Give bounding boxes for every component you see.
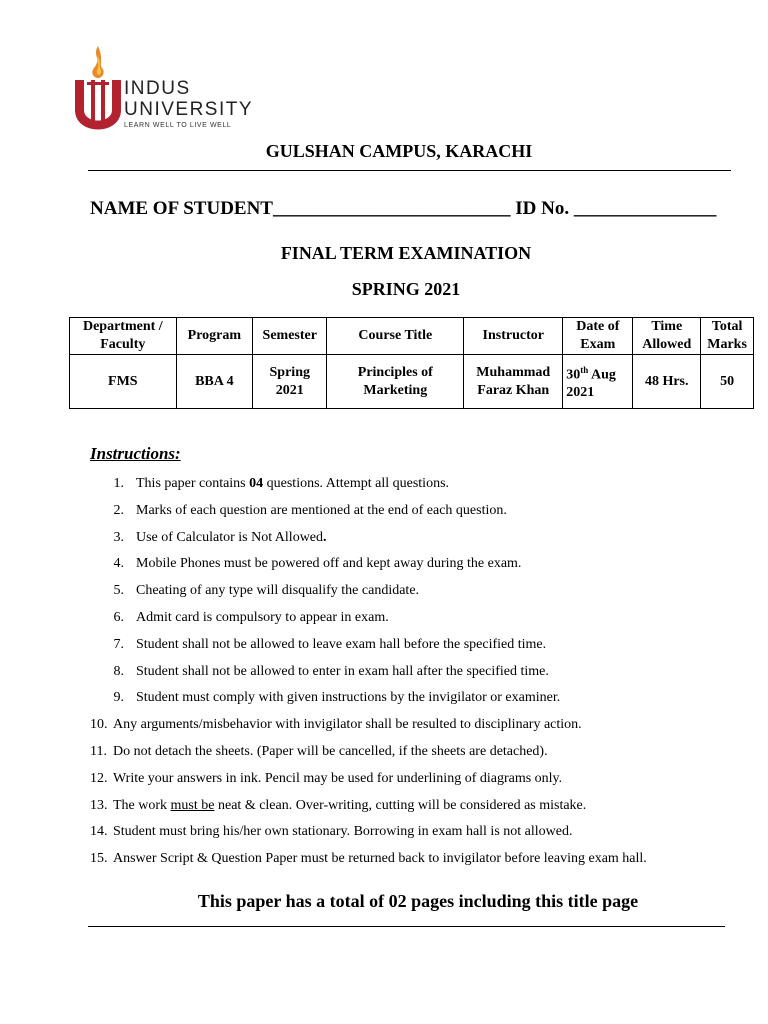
list-item: [0, 769, 768, 796]
list-item: [0, 474, 768, 501]
list-item-text: [136, 474, 449, 494]
logo-university-text: UNIVERSITY: [124, 99, 254, 120]
list-item-text-part: questions. Attempt all questions.: [263, 476, 450, 491]
list-item-text-part: Student shall not be allowed to enter in exam hall after the specified time.: [136, 663, 549, 679]
list-item-text-part: The work: [113, 797, 171, 813]
exam-info-table: [69, 317, 754, 409]
list-item-text: [113, 849, 647, 869]
exam-term: SPRING 2021: [351, 279, 461, 299]
list-item-underlined-part: must be: [170, 797, 215, 813]
list-item-number: 7.: [113, 636, 124, 652]
list-item-number: 6.: [113, 609, 124, 625]
cell-program: BBA 4: [176, 355, 252, 409]
list-item: [0, 715, 768, 742]
list-item-text-part: Use of Calculator is Not Allowed: [136, 529, 324, 545]
th-instructor: Instructor: [464, 318, 563, 355]
list-item: [0, 528, 768, 555]
list-item-number: 5.: [113, 583, 124, 599]
list-item-text-part: Student must comply with given instructions by the invigilator or examiner.: [136, 690, 561, 706]
cell-marks: 50: [701, 355, 754, 409]
list-item: [0, 581, 768, 608]
list-item-text: [136, 554, 521, 574]
header-divider: [88, 170, 731, 171]
list-item-text: [136, 635, 546, 655]
logo-indus-text: INDUS: [124, 78, 191, 99]
list-item-number: 4.: [113, 556, 124, 572]
list-item-text-part: Cheating of any type will disqualify the candidate.: [136, 583, 420, 599]
list-item-text: [113, 796, 586, 816]
footer-divider: [88, 926, 725, 927]
list-item-number: 10.: [90, 717, 108, 733]
list-item: [0, 822, 768, 849]
date-day: 30: [566, 367, 581, 383]
list-item-text-part: Student shall not be allowed to leave exam hall before the specified time.: [136, 636, 547, 652]
table-row: [70, 355, 754, 409]
list-item: [0, 662, 768, 689]
list-item-text: [136, 501, 507, 521]
list-item-text: [136, 528, 327, 548]
list-item-number: 12.: [90, 770, 108, 786]
th-semester: Semester: [253, 318, 327, 355]
list-item-text: [113, 715, 582, 735]
list-item: [0, 501, 768, 528]
th-program: Program: [176, 318, 252, 355]
list-item: [0, 796, 768, 823]
list-item-text: [136, 608, 389, 628]
campus-heading: GULSHAN CAMPUS, KARACHI: [265, 141, 533, 161]
page-count-note: This paper has a total of 02 pages including this title page: [197, 891, 639, 911]
list-item: [0, 688, 768, 715]
list-item-number: 1.: [113, 476, 124, 491]
list-item: [0, 742, 768, 769]
list-item-text-part: Do not detach the sheets. (Paper will be cancelled, if the sheets are detached).: [113, 743, 548, 759]
cell-department: FMS: [70, 355, 177, 409]
cell-course-title: Principles of Marketing: [327, 355, 464, 409]
list-item-number: 2.: [113, 502, 124, 518]
list-item-number: 8.: [113, 663, 124, 679]
th-department: Department / Faculty: [70, 318, 177, 355]
list-item-number: 11.: [90, 743, 107, 759]
student-name-id-line: NAME OF STUDENT_________________________ ID No. _______________: [90, 198, 717, 219]
list-item-text-part: Write your answers in ink. Pencil may be used for underlining of diagrams only.: [113, 770, 563, 786]
cell-semester: Spring 2021: [253, 355, 327, 409]
list-item-text-part: This paper contains: [136, 476, 250, 491]
instructions-list: [0, 474, 768, 876]
th-time: Time Allowed: [633, 318, 701, 355]
list-item: [0, 554, 768, 581]
list-item-text-part: Marks of each question are mentioned at the end of each question.: [136, 502, 507, 518]
list-item-text: [136, 581, 419, 601]
list-item-text-part: Any arguments/misbehavior with invigilator shall be resulted to disciplinary action.: [113, 717, 582, 733]
exam-title: FINAL TERM EXAMINATION: [280, 243, 532, 263]
list-item-number: 3.: [113, 529, 124, 545]
list-item-text-part: Answer Script & Question Paper must be returned back to invigilator before leaving exam hall.: [113, 851, 647, 867]
th-marks: Total Marks: [701, 318, 754, 355]
date-suffix: th: [580, 364, 589, 375]
list-item-bold-part: .: [323, 529, 327, 545]
list-item-number: 9.: [113, 690, 124, 706]
list-item-text-part: Mobile Phones must be powered off and kept away during the exam.: [136, 556, 522, 572]
list-item-text: [136, 662, 549, 682]
list-item-text: [113, 822, 572, 842]
list-item: [0, 635, 768, 662]
th-date: Date of Exam: [563, 318, 633, 355]
list-item-text-part: Student must bring his/her own stationary. Borrowing in exam hall is not allowed.: [113, 824, 573, 840]
list-item-text: [113, 769, 562, 789]
list-item-text-part: neat & clean. Over-writing, cutting will be considered as mistake.: [214, 797, 587, 813]
instructions-heading: Instructions:: [90, 444, 181, 463]
table-header-row: [70, 318, 754, 355]
list-item-number: 13.: [90, 797, 108, 813]
list-item: [0, 849, 768, 876]
list-item-number: 15.: [90, 851, 108, 867]
date-rest: Aug 2021: [566, 367, 616, 401]
cell-time: 48 Hrs.: [633, 355, 701, 409]
list-item-text-part: Admit card is compulsory to appear in exam.: [136, 609, 389, 625]
list-item: [0, 608, 768, 635]
list-item-text: [113, 742, 548, 762]
torch-logo-icon: [72, 44, 124, 136]
cell-date: [563, 355, 633, 409]
th-course-title: Course Title: [327, 318, 464, 355]
list-item-number: 14.: [90, 824, 108, 840]
cell-instructor: Muhammad Faraz Khan: [464, 355, 563, 409]
logo-tagline: LEARN WELL TO LIVE WELL: [124, 122, 232, 129]
list-item-text: [136, 688, 560, 708]
university-logo: [72, 44, 312, 136]
list-item-bold-part: 04: [249, 476, 264, 491]
